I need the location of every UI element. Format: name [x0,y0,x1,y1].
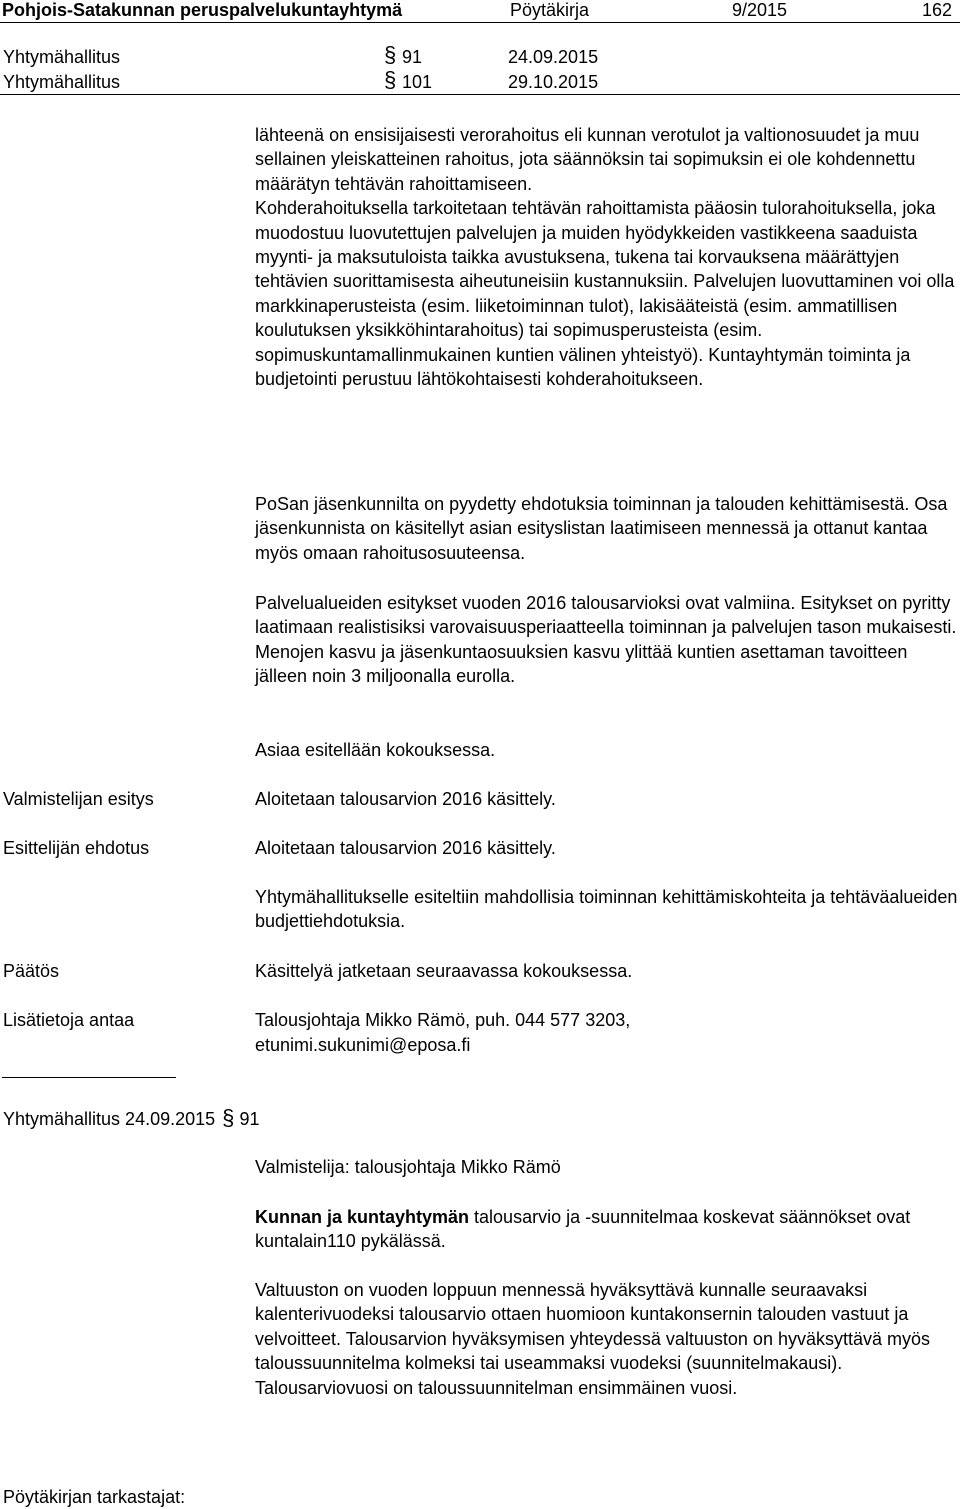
preparer-proposal-text: Aloitetaan talousarvion 2016 käsittely. [255,789,556,809]
section-symbol-icon: § [384,42,397,67]
more-info-email: etunimi.sukunimi@eposa.fi [255,1035,471,1055]
reviewers-label: Pöytäkirjan tarkastajat: [3,1487,186,1507]
body-column [255,123,960,391]
organization-name: Pohjois-Satakunnan peruspalvelukuntayhtymä [2,0,403,20]
section-heading [3,1106,259,1131]
presenter-proposal-text: Aloitetaan talousarvion 2016 käsittely. [255,838,556,858]
paragraph-municipal-law [255,1205,960,1254]
paragraph-financing-source: lähteenä on ensisijaisesti verorahoitus eli kunnan verotulot ja valtionosuudet ja muu sellainen yleiskatteinen rahoitus, jota säännöksin tai sopimuksin ei ole kohdennettu määrätyn tehtävän rahoittamiseen. [255,125,920,194]
paragraph-member-municipalities: PoSan jäsenkunnilta on pyydetty ehdotuksia toiminnan ja talouden kehittämisestä. Osa jäsenkunnista on käsitellyt asian esityslistan laatimiseen mennessä ja ottanut kantaa myös omaan rahoitusosuuteensa. [255,494,948,563]
page-number: 162 [922,0,953,20]
reference-divider [0,94,960,95]
section-preparer: Valmistelija: talousjohtaja Mikko Rämö [255,1157,561,1177]
paragraph-budget-proposals: Palvelualueiden esitykset vuoden 2016 talousarvioksi ovat valmiina. Esitykset on pyritty laatimaan realistisiksi varovaisuusperiaatteella toiminnan ja palvelujen tason mukaisesti. Menojen kasvu ja jäsenkuntaosuuksien kasvu ylittää kuntien asettaman tavoitteen jälleen noin 3 miljoonalla eurolla. [255,593,957,687]
presenter-proposal-label: Esittelijän ehdotus [3,838,150,858]
reference-number-2: 101 [402,72,433,92]
meeting-note: Yhtymähallitukselle esiteltiin mahdollisia toiminnan kehittämiskohteita ja tehtäväalueiden budjettiehdotuksia. [255,887,958,932]
preparer-proposal-label: Valmistelijan esitys [3,789,154,809]
issue-number: 9/2015 [732,0,788,20]
paragraph-council-approval: Valtuuston on vuoden loppuun mennessä hyväksyttävä kunnalle seuraavaksi kalenterivuodeksi talousarvio ottaen huomioon kuntakonsernin talouden vastuut ja velvoitteet. Talousarvion hyväksymisen yhteydessä valtuuston on hyväksyttävä myös taloussuunnitelma kolmeksi tai useammaksi vuodeksi (suunnitelmakausi). Talousarviovuosi on taloussuunnitelman ensimmäinen vuosi. [255,1280,930,1398]
reference-body-2: Yhtymähallitus [3,72,121,92]
section-symbol-icon: § [222,1105,235,1130]
reference-number-1: 91 [402,47,423,67]
section-heading-body: Yhtymähallitus 24.09.2015 [3,1109,216,1129]
document-type: Pöytäkirja [510,0,590,20]
section-divider [2,1077,176,1078]
section-symbol-icon: § [384,67,397,92]
section-heading-number: 91 [239,1109,260,1129]
more-info-label: Lisätietoja antaa [3,1010,135,1030]
paragraph-presented: Asiaa esitellään kokouksessa. [255,740,496,760]
paragraph-law-text: talousarvio ja -suunnitelmaa koskevat säännökset ovat kuntalain110 pykälässä. [255,1207,911,1252]
decision-label: Päätös [3,961,60,981]
header-divider [0,22,960,23]
reference-date-2: 29.10.2015 [508,72,599,92]
reference-date-1: 24.09.2015 [508,47,599,67]
paragraph-bold-lead: Kunnan ja kuntayhtymän [255,1207,470,1227]
paragraph-targeted-financing: Kohderahoituksella tarkoitetaan tehtävän rahoittamista pääosin tulorahoituksella, joka muodostuu luovutettujen palvelujen ja muiden hyödykkeiden vastikkeena saaduista myynti- ja maksutuloista taikka avustuksena, tukena tai korvauksena määrättyjen tehtävien suorittamisesta aiheutuneisiin kustannuksiin. Palvelujen luovuttaminen voi olla markkinaperusteista (esim. liiketoiminnan tulot), lakisääteistä (esim. ammatillisen koulutuksen yksikköhintarahoitus) tai sopimusperusteista (esim. sopimuskuntamallinmukainen kuntien välinen yhteistyö). Kuntayhtymän toiminta ja budjetointi perustuu lähtökohtaisesti kohderahoitukseen. [255,198,955,390]
decision-text: Käsittelyä jatketaan seuraavassa kokouksessa. [255,961,633,981]
more-info-contact: Talousjohtaja Mikko Rämö, puh. 044 577 3203, [255,1010,631,1030]
reference-body-1: Yhtymähallitus [3,47,121,67]
